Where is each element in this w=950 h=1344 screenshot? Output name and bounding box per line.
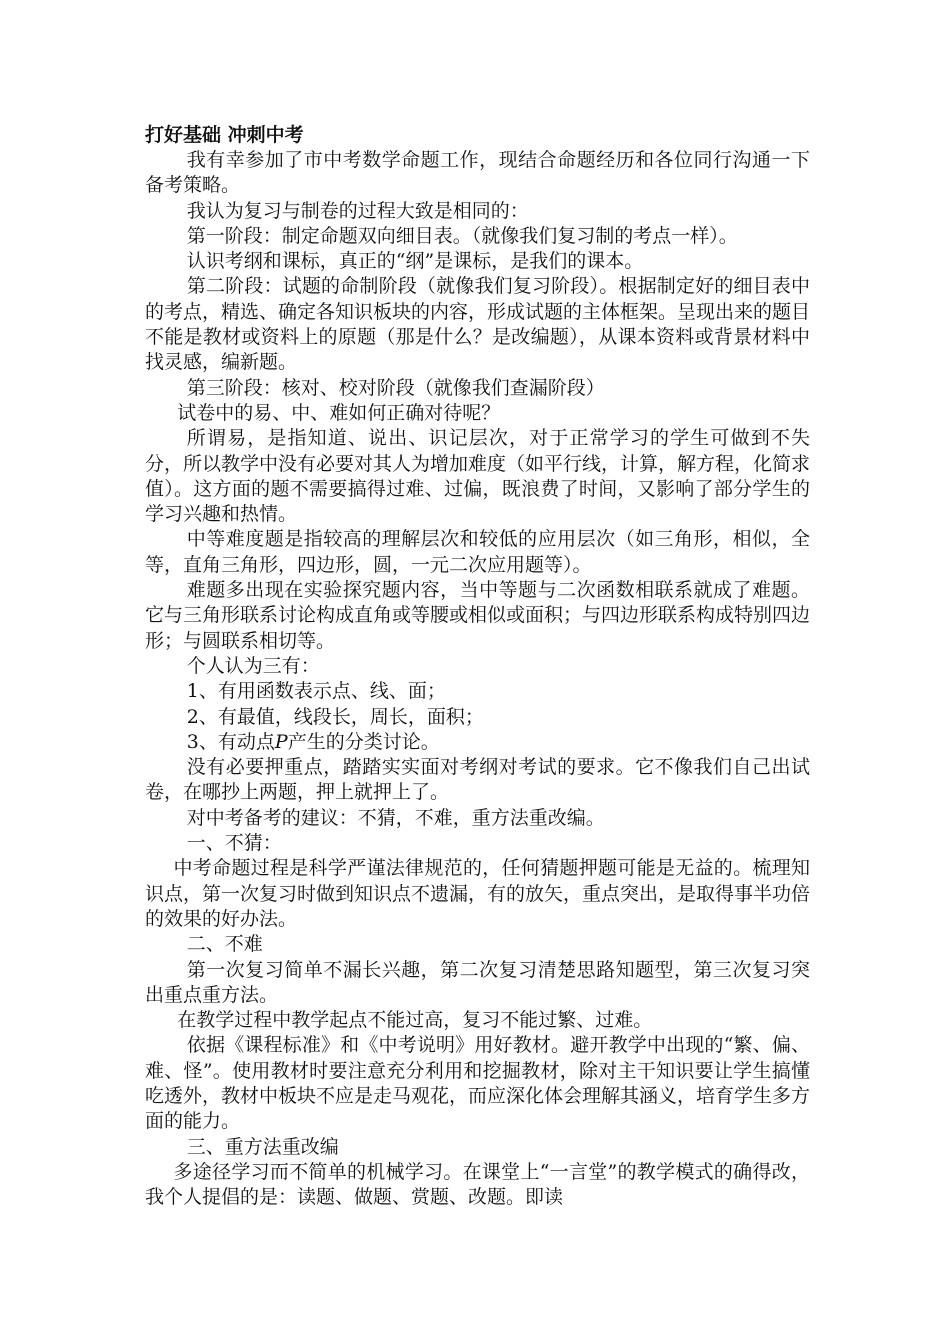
document-page <box>145 122 810 1210</box>
paragraph: 对中考备考的建议：不猜，不难，重方法重改编。 <box>186 806 605 829</box>
paragraph-hard: 难题多出现在实验探究题内容，当中等题与二次函数相联系就成了难题。它与三角形联系讨论构成直角或等腰或相似或面积；与四边形联系构成特别四边形；与圆联系相切等。 <box>145 579 811 652</box>
list-item-text: 3、有动点 <box>186 730 275 753</box>
section-heading: 三、重方法重改编 <box>186 1135 339 1158</box>
paragraph: 没有必要押重点，踏踏实实面对考纲对考试的要求。它不像我们自己出试卷，在哪抄上两题，押上就押上了。 <box>145 756 810 804</box>
list-item: 1、有用函数表示点、线、面； <box>186 680 446 703</box>
paragraph-stage-1: 第一阶段：制定命题双向细目表。（就像我们复习制的考点一样）。 <box>186 224 738 247</box>
paragraph: 在教学过程中教学起点不能过高，复习不能过繁、过难。 <box>177 1009 653 1032</box>
list-item: 2、有最值，线段长，周长，面积； <box>186 705 484 728</box>
paragraph-easy: 所谓易，是指知道、说出、识记层次，对于正常学习的学生可做到不失分，所以教学中没有必要对其人为增加难度（如平行线，计算，解方程，化简求值）。这方面的题不需要搞得过难、过偏，既浪费了时间，又影响了部分学生的学习兴趣和热情。 <box>145 427 811 526</box>
paragraph-stage-3: 第三阶段：核对、校对阶段（就像我们查漏阶段） <box>186 376 605 399</box>
paragraph-question: 试卷中的易、中、难如何正确对待呢？ <box>177 401 501 424</box>
paragraph-intro: 我有幸参加了市中考数学命题工作，现结合命题经历和各位同行沟通一下备考策略。 <box>145 149 810 197</box>
paragraph: 第一次复习简单不漏长兴趣，第二次复习清楚思路知题型，第三次复习突出重点重方法。 <box>145 958 810 1006</box>
paragraph: 个人认为三有： <box>186 654 320 677</box>
list-item-text: 产生的分类讨论。 <box>287 730 440 753</box>
variable-p: P <box>274 730 288 753</box>
paragraph-medium: 中等难度题是指较高的理解层次和较低的应用层次（如三角形，相似，全等，直角三角形，四边形，圆，一元二次应用题等）。 <box>145 528 810 576</box>
section-heading: 一、不猜： <box>186 832 282 855</box>
paragraph: 依据《课程标准》和《中考说明》用好教材。避开教学中出现的“繁、偏、难、怪”。使用教材时要注意充分利用和挖掘教材，除对主干知识要让学生搞懂吃透外，教材中板块不应是走马观花，而应深化体会理解其涵义，培育学生多方面的能力。 <box>145 1034 811 1133</box>
list-item <box>145 730 810 755</box>
document-title: 打好基础 冲刺中考 <box>145 124 304 146</box>
paragraph: 我认为复习与制卷的过程大致是相同的： <box>186 199 529 222</box>
paragraph: 中考命题过程是科学严谨法律规范的，任何猜题押题可能是无益的。梳理知识点，第一次复习时做到知识点不遗漏，有的放矢，重点突出，是取得事半功倍的效果的好办法。 <box>145 857 811 930</box>
paragraph: 多途径学习而不简单的机械学习。在课堂上“一言堂”的教学模式的确得改，我个人提倡的是：读题、做题、赏题、改题。即读 <box>145 1160 810 1209</box>
paragraph-stage-2: 第二阶段：试题的命制阶段（就像我们复习阶段）。根据制定好的细目表中的考点，精选、确定各知识板块的内容，形成试题的主体框架。呈现出来的题目不能是教材或资料上的原题（那是什么？是改编题），从课本资料或背景材料中找灵感，编新题。 <box>145 275 811 374</box>
paragraph: 认识考纲和课标，真正的“纲”是课标，是我们的课本。 <box>186 250 644 273</box>
section-heading: 二、不难 <box>186 933 263 956</box>
